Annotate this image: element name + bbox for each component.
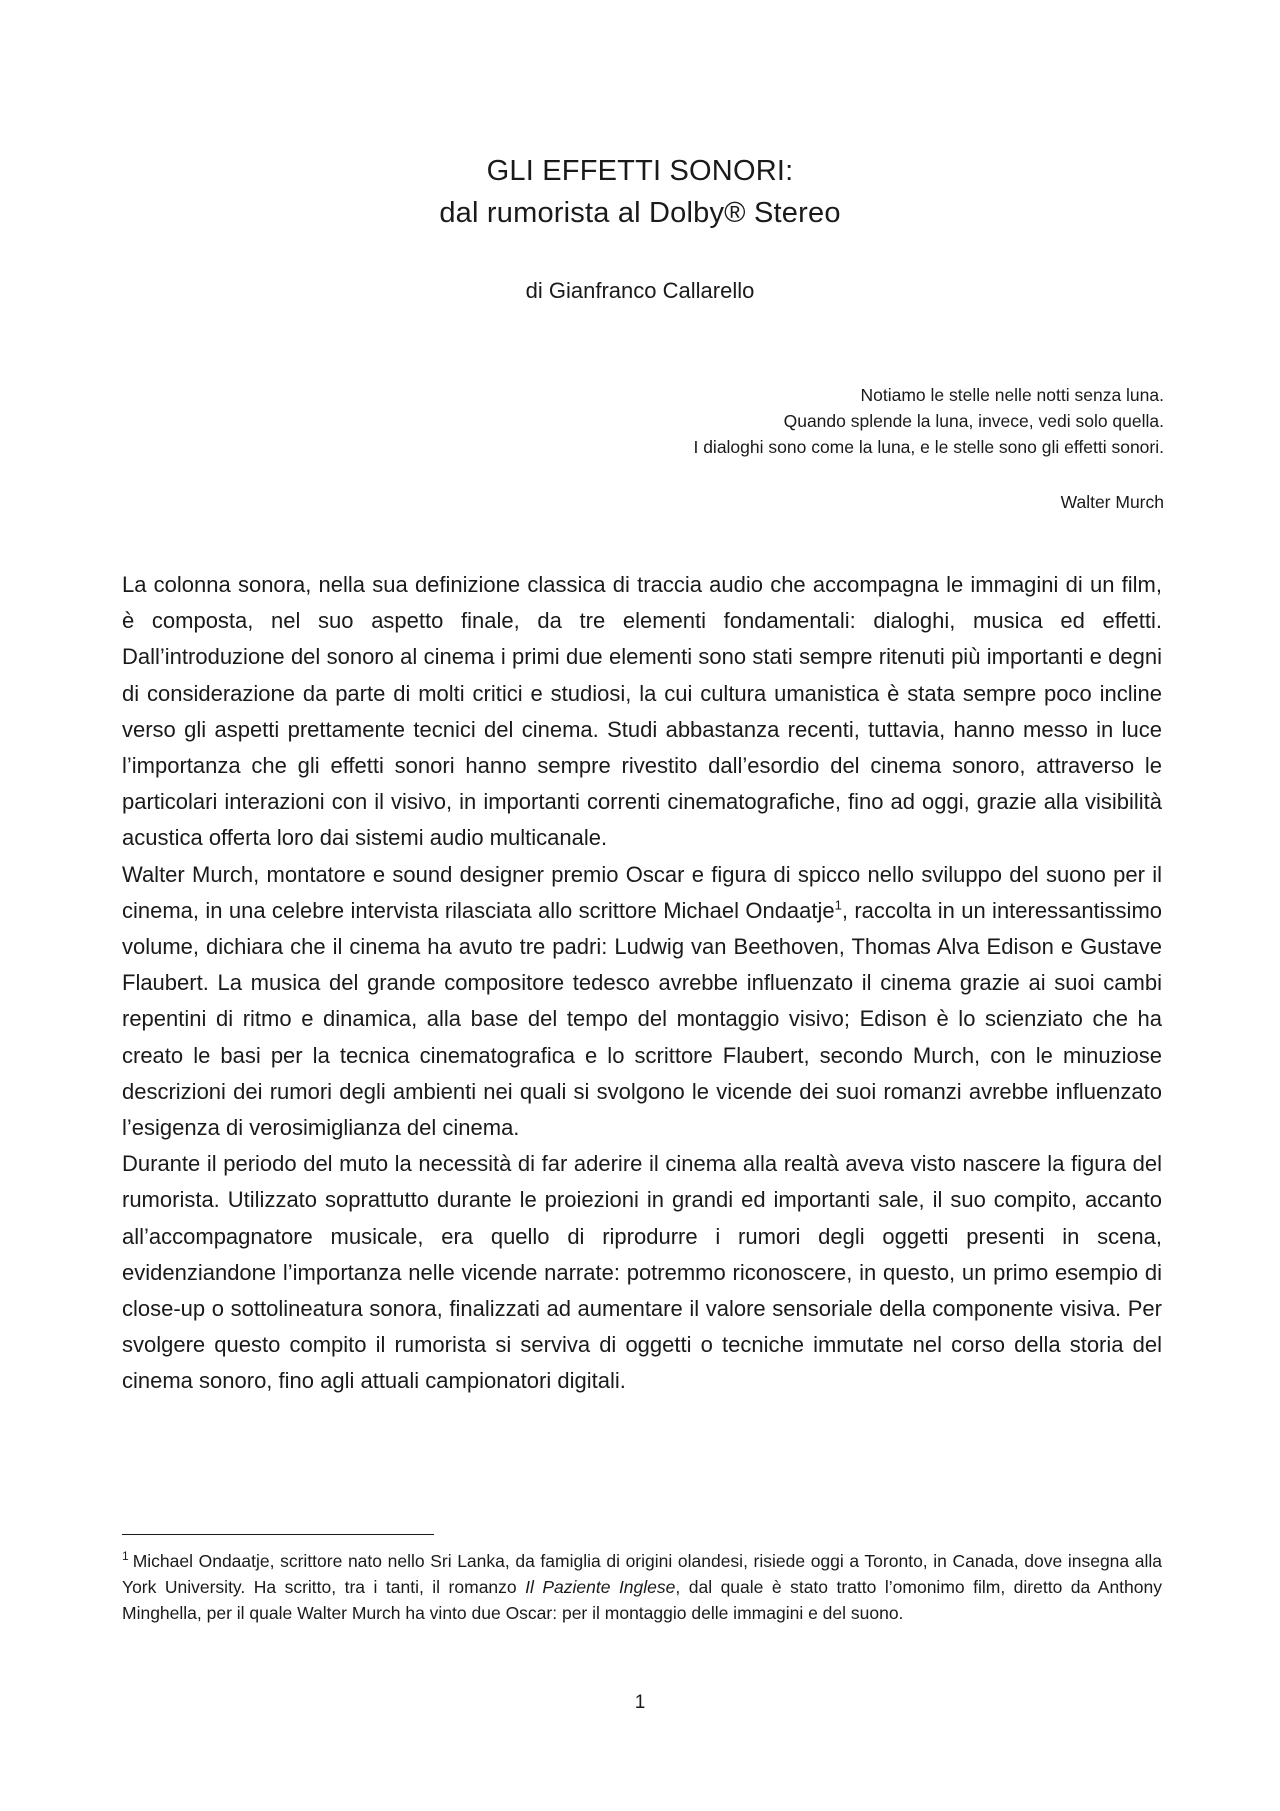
page-title: GLI EFFETTI SONORI: (486, 155, 794, 187)
epigraph (693, 382, 1164, 460)
page-subtitle: dal rumorista al Dolby® Stereo (439, 197, 841, 229)
page-number: 1 (634, 1692, 646, 1713)
footnote (122, 1548, 1162, 1626)
paragraph-2-text-b: , raccolta in un interessantissimo volume, dichiara che il cinema ha avuto tre padri: Ludwig van Beethoven, Thomas Alva Edison e Gustave Flaubert. La musica del grande compositore tedesco avrebbe influenzato il cinema grazie ai suoi cambi repentini di ritmo e dinamica, alla base del tempo del montaggio visivo; Edison è lo scienziato che ha creato le basi per la tecnica cinematografica e lo scrittore Flaubert, secondo Murch, con le minuziose descrizioni dei rumori degli ambienti nei quali si svolgono le vicende dei suoi romanzi avrebbe influenzato l’esigenza di verosimiglianza del cinema. (122, 897, 1163, 1141)
footnote-text-b: , dal quale è stato tratto l’omonimo film, diretto da Anthony Minghella, per il quale Walter Murch ha vinto due Oscar: per il montaggio delle immagini e del suono. (122, 1577, 1162, 1623)
title-block (0, 150, 1280, 234)
paragraph-2-text-a: Walter Murch, montatore e sound designer premio Oscar e figura di spicco nello sviluppo del suono per il cinema, in una celebre intervista rilasciata allo scrittore Michael Ondaatje (122, 861, 1162, 923)
body-text (122, 567, 1162, 1400)
author-byline: di Gianfranco Callarello (525, 278, 755, 303)
epigraph-line: Quando splende la luna, invece, vedi solo quella. (783, 411, 1164, 431)
epigraph-line: I dialoghi sono come la luna, e le stelle sono gli effetti sonori. (693, 437, 1164, 457)
paragraph-2 (122, 857, 1162, 1147)
paragraph-1: La colonna sonora, nella sua definizione classica di traccia audio che accompagna le immagini di un film, è composta, nel suo aspetto finale, da tre elementi fondamentali: dialoghi, musica ed effetti. Dall’introduzione del sonoro al cinema i primi due elementi sono stati sempre ritenuti più importanti e degni di considerazione da parte di molti critici e studiosi, la cui cultura umanistica è stata sempre poco incline verso gli aspetti prettamente tecnici del cinema. Studi abbastanza recenti, tuttavia, hanno messo in luce l’importanza che gli effetti sonori hanno sempre rivestito dall’esordio del cinema sonoro, attraverso le particolari interazioni con il visivo, in importanti correnti cinematografiche, fino ad oggi, grazie alla visibilità acustica offerta loro dai sistemi audio multicanale. (122, 572, 1162, 851)
footnote-reference[interactable]: 1 (834, 897, 842, 913)
epigraph-attribution: Walter Murch (1060, 492, 1164, 512)
footnote-divider (122, 1534, 434, 1535)
footnote-book-title: Il Paziente Inglese (525, 1577, 676, 1597)
paragraph-3: Durante il periodo del muto la necessità di far aderire il cinema alla realtà aveva visto nascere la figura del rumorista. Utilizzato soprattutto durante le proiezioni in grandi ed importanti sale, il suo compito, accanto all’accompagnatore musicale, era quello di riprodurre i rumori degli oggetti presenti in scena, evidenziandone l’importanza nelle vicende narrate: potremmo riconoscere, in questo, un primo esempio di close-up o sottolineatura sonora, finalizzati ad aumentare il valore sensoriale della componente visiva. Per svolgere questo compito il rumorista si serviva di oggetti o tecniche immutate nel corso della storia del cinema sonoro, fino agli attuali campionatori digitali. (122, 1151, 1162, 1394)
footnote-mark: 1 (122, 1549, 129, 1564)
epigraph-line: Notiamo le stelle nelle notti senza luna. (860, 385, 1164, 405)
footnote-text-a: Michael Ondaatje, scrittore nato nello Sri Lanka, da famiglia di origini olandesi, risiede oggi a Toronto, in Canada, dove insegna alla York University. Ha scritto, tra i tanti, il romanzo (122, 1551, 1162, 1597)
